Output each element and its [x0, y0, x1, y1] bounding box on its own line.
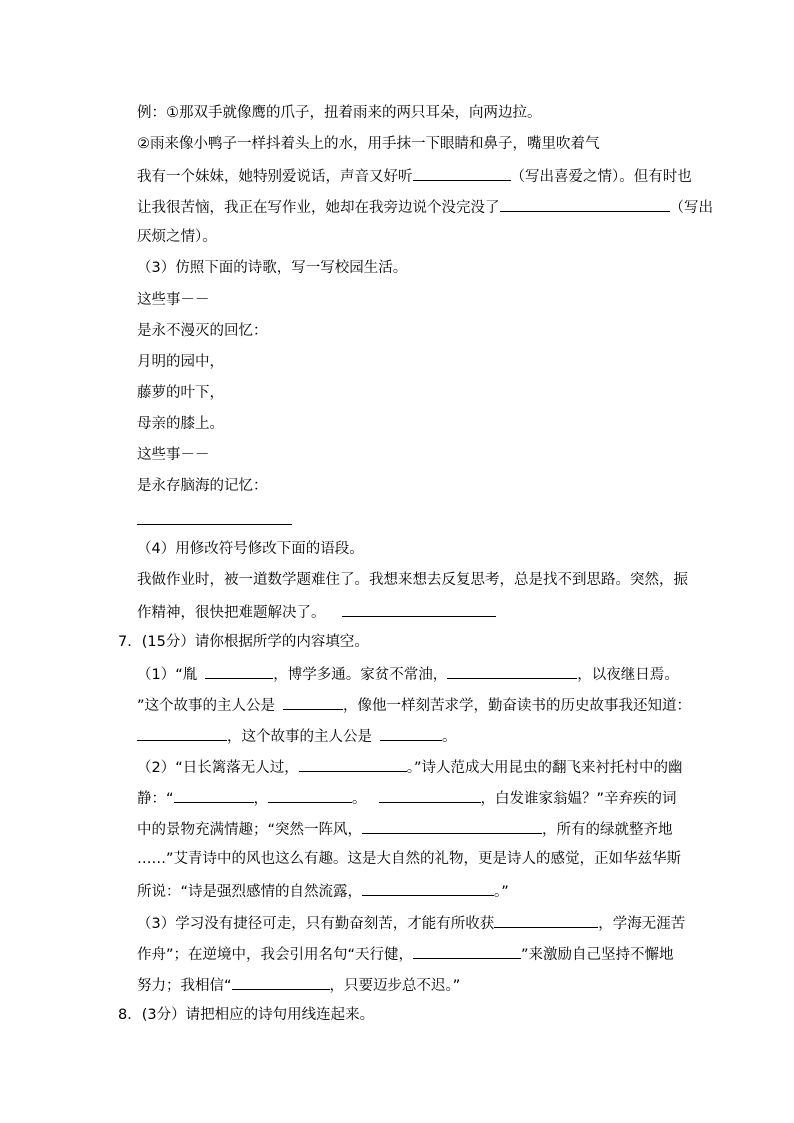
- q7-2-line-5: 所说：“诗是强烈感情的自然流露， 。”: [137, 880, 509, 902]
- q7-2-line-3: 中的景物充满情趣；“突然一阵风， ，所有的绿就整齐地: [137, 818, 673, 840]
- answer-blank[interactable]: [299, 756, 407, 772]
- answer-blank[interactable]: [342, 601, 496, 617]
- q7-1-line-3: ，这个故事的主人公是 。: [137, 725, 457, 747]
- answer-blank[interactable]: [494, 912, 598, 928]
- q7-3-line-3: 努力；我相信“ ，只要迈步总不迟。”: [137, 974, 460, 996]
- question-6-3-prompt: （3）仿照下面的诗歌，写一写校园生活。: [137, 260, 408, 276]
- answer-blank[interactable]: [379, 787, 481, 803]
- q7-2-line-4: ……”艾青诗中的风也这么有趣。这是大自然的礼物，更是诗人的感觉，正如华兹华斯: [137, 851, 682, 867]
- answer-blank[interactable]: [413, 943, 521, 959]
- answer-blank[interactable]: [174, 787, 254, 803]
- q7-1-line-2: ”这个故事的主人公是 ，像他一样刻苦求学，勤奋读书的历史故事我还知道：: [137, 694, 691, 716]
- question-6-4-prompt: （4）用修改符号修改下面的语段。: [137, 541, 364, 557]
- sister-paragraph-line-3: 厌烦之情）。: [137, 229, 217, 245]
- q7-2-line-2: 静：“ ， 。 ，白发谁家翁媪？”辛弃疾的词: [137, 787, 677, 809]
- q7-2-line-1: （2）“日长篱落无人过， 。”诗人范成大用昆虫的翻飞来衬托村中的幽: [137, 756, 683, 778]
- sister-paragraph-line-2: 让我很苦恼，我正在写作业，她却在我旁边说个没完没了 （写出: [137, 196, 713, 218]
- answer-blank[interactable]: [362, 880, 494, 896]
- poem-line: 是永存脑海的记忆：: [137, 478, 268, 494]
- answer-blank[interactable]: [232, 974, 330, 990]
- example-sentence-1: 例：①那双手就像鹰的爪子，扭着雨来的两只耳朵，向两边拉。: [137, 105, 542, 121]
- answer-blank[interactable]: [447, 663, 577, 679]
- edit-paragraph-line-2: 作精神，很快把难题解决了。: [137, 601, 496, 623]
- q7-1-line-1: （1）“胤 ，博学多通。家贫不常油， ，以夜继日焉。: [137, 663, 679, 685]
- answer-blank[interactable]: [283, 694, 343, 710]
- edit-paragraph-line-1: 我做作业时，被一道数学题难住了。我想来想去反复思考，总是找不到思路。突然，振: [137, 572, 688, 588]
- poem-line: 这些事－－: [137, 292, 210, 308]
- poem-line: 这些事－－: [137, 447, 210, 463]
- question-7-heading: 7．(15分）请你根据所学的内容填空。: [118, 634, 369, 650]
- sister-paragraph-line-1: 我有一个妹妹，她特别爱说话，声音又好听 （写出喜爱之情）。但有时也: [137, 165, 692, 187]
- poem-answer-blank[interactable]: [137, 524, 292, 525]
- poem-line: 藤萝的叶下，: [137, 385, 224, 401]
- q7-3-line-2: 作舟”；在逆境中，我会引用名句“天行健， ”来激励自己坚持不懈地: [137, 943, 674, 965]
- answer-blank[interactable]: [137, 725, 227, 741]
- answer-blank[interactable]: [362, 818, 542, 834]
- poem-line: 月明的园中，: [137, 354, 224, 370]
- answer-blank[interactable]: [205, 663, 273, 679]
- answer-blank[interactable]: [500, 196, 670, 212]
- answer-blank[interactable]: [413, 165, 511, 181]
- answer-blank[interactable]: [380, 725, 442, 741]
- q7-3-line-1: （3）学习没有捷径可走，只有勤奋刻苦，才能有所收获 ，学海无涯苦: [137, 912, 685, 934]
- poem-line: 母亲的膝上。: [137, 416, 224, 432]
- answer-blank[interactable]: [268, 787, 352, 803]
- poem-line: 是永不漫灭的回忆：: [137, 323, 268, 339]
- example-sentence-2: ②雨来像小鸭子一样抖着头上的水，用手抹一下眼睛和鼻子，嘴里吹着气: [137, 136, 600, 152]
- question-8-heading: 8．(3分）请把相应的诗句用线连起来。: [118, 1007, 375, 1023]
